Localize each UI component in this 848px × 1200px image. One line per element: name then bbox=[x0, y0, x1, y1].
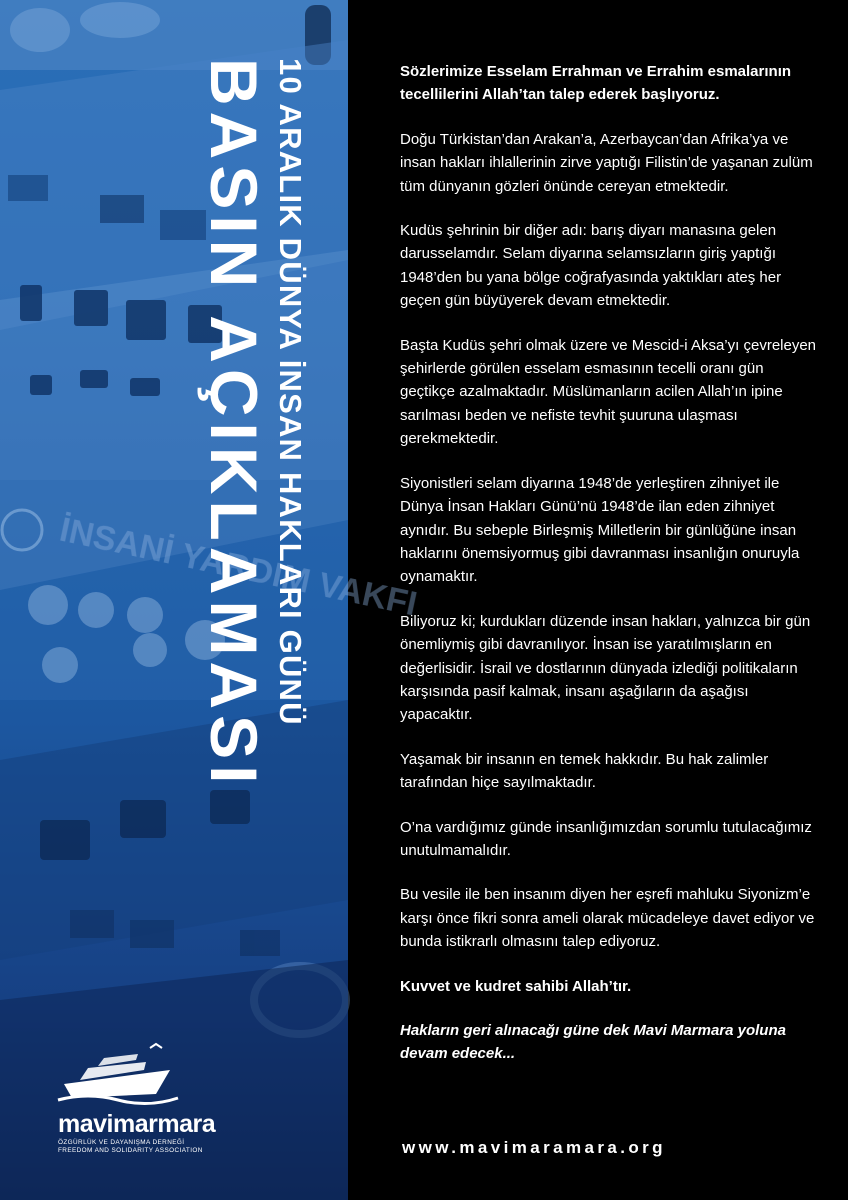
paragraph-8: O’na vardığımız günde insanlığımızdan sorumlu tutulacağımız unutulmamalıdır. bbox=[400, 818, 812, 859]
paragraph-6: Biliyoruz ki; kurdukları düzende insan hakları, yalnızca bir gün önemliymiş gibi davranılıyor. İnsan ise yaratılmışların en değerlisidir. İsrail ve dostlarının dünyada izlediği politikaların karşısında pasif kalmak, insanı aşağıların da aşağısı yapacaktır. bbox=[400, 612, 811, 724]
paragraph-2: Doğu Türkistan’dan Arakan’a, Azerbaycan’dan Afrika’ya ve insan hakları ihlallerinin zirve yaptığı Filistin’de yaşanan zulüm tüm dünyanın gözleri önünde cereyan etmektedir. bbox=[400, 130, 813, 195]
paragraph-3: Kudüs şehrinin bir diğer adı: barış diyarı manasına gelen darusselamdır. Selam diyarına selamsızların giriş yaptığı 1948’den bu yana bölge coğrafyasında yaktıkları ateş her geçen gün büyüyerek devam etmektedir. bbox=[400, 222, 782, 310]
logo-subtitle-en: FREEDOM AND SOLIDARITY ASSOCIATION bbox=[58, 1147, 203, 1154]
paragraph-4: Başta Kudüs şehri olmak üzere ve Mescid-i Aksa’yı çevreleyen şehirlerde görülen esselam esmasının tecelli oranı gün geçtikçe azalmaktadır. Müslümanların acilen Allah’ın ipine sarılması beden ve nefiste tevhit şuuruna ulaşması gerekmektedir. bbox=[400, 336, 817, 448]
paragraph-7: Yaşamak bir insanın en temek hakkıdır. Bu hak zalimler tarafından hiçe sayılmaktadır. bbox=[400, 750, 769, 792]
left-photo-panel bbox=[0, 0, 421, 1200]
mavi-marmara-logo bbox=[58, 1040, 216, 1155]
website-url[interactable]: www.mavimaramara.org bbox=[402, 1138, 666, 1157]
statement-panel bbox=[348, 0, 848, 1200]
paragraph-5: Siyonistleri selam diyarına 1948’de yerleştiren zihniyet ile Dünya İnsan Hakları Günü’nü 1948’de ilan eden zihniyet aynıdır. Bu sebeple Birleşmiş Milletlerin bir günlüğüne insan haklarını önemsiyormuş gibi davranması insanlığın onuruyla oynamaktır. bbox=[400, 474, 800, 586]
title-vertical: BASIN AÇIKLAMASI bbox=[197, 58, 271, 790]
subtitle-vertical: 10 ARALIK DÜNYA İNSAN HAKLARI GÜNÜ bbox=[273, 58, 308, 726]
vertical-title-area bbox=[0, 0, 348, 1200]
photo-banner-text: İNSANİ YARDIM VAKFI bbox=[56, 510, 421, 624]
paragraph-9: Bu vesile ile ben insanım diyen her eşrefi mahluku Siyonizm’e karşı önce fikri sonra ameli olarak mücadeleye davet ediyor ve bunda istikrarlı olmasını talep ediyoruz. bbox=[400, 886, 815, 951]
statement-body bbox=[400, 60, 820, 1087]
italic-line: Hakların geri alınacağı güne dek Mavi Marmara yoluna devam edecek... bbox=[400, 1022, 786, 1063]
closing-line: Kuvvet ve kudret sahibi Allah’tır. bbox=[400, 977, 632, 995]
paragraph-1: Sözlerimize Esselam Errahman ve Errahim esmalarının tecellilerini Allah’tan talep ederek başlıyoruz. bbox=[400, 63, 792, 104]
logo-subtitle-tr: ÖZGÜRLÜK VE DAYANIŞMA DERNEĞİ bbox=[58, 1139, 185, 1146]
ship-logo-icon bbox=[58, 1040, 178, 1106]
logo-wordmark: mavimarmara bbox=[58, 1110, 216, 1138]
